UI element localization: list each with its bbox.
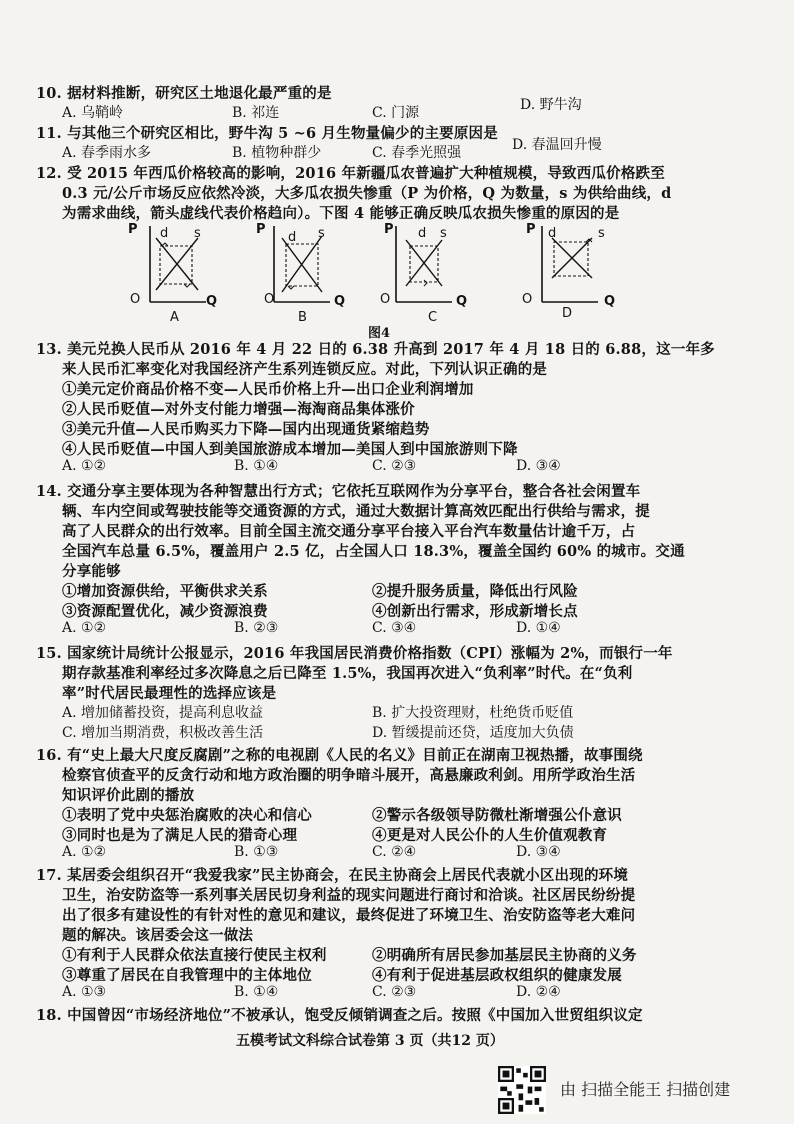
q16-line-3: 知识评价此剧的播放: [62, 787, 195, 804]
figure-b-p-label: P: [256, 222, 266, 237]
figure-d-d-label: d: [548, 226, 557, 241]
figure-a-d-label: d: [160, 226, 169, 241]
figure-a-label: A: [170, 310, 179, 325]
figure-d-s-label: s: [598, 226, 605, 241]
q14-option-d: D. ①④: [516, 620, 561, 636]
figure-d-q-label: Q: [604, 294, 616, 309]
q16-statement-4: ④更是对人民公仆的人生价值观教育: [372, 827, 608, 844]
figure-d-p-label: P: [526, 222, 536, 237]
q14-statement-4: ④创新出行需求，形成新增长点: [372, 603, 578, 620]
q16-statement-1: ①表明了党中央惩治腐败的决心和信心: [62, 807, 312, 824]
q18-line-1: 18. 中国曾因“市场经济地位”不被承认，饱受反倾销调查之后。按照《中国加入世贸组织议定: [36, 1007, 643, 1024]
q17-statement-2: ②明确所有居民参加基层民主协商的义务: [372, 947, 637, 964]
q16-option-b: B. ①③: [234, 844, 279, 860]
q11-stem: 11. 与其他三个研究区相比，野牛沟 5 ~6 月生物量偏少的主要原因是: [36, 125, 498, 142]
q15-line-2: 期存款基准利率经过多次降息之后已降至 1.5%，我国再次进入“负利率”时代。在“负利: [62, 665, 633, 682]
q14-line-1: 14. 交通分享主要体现为各种智慧出行方式；它依托互联网作为分享平台，整合各社会闲置车: [36, 483, 641, 500]
figure-c-origin: O: [380, 292, 391, 307]
figure-a-q-label: Q: [206, 294, 218, 309]
q17-statement-4: ④有利于促进基层政权组织的健康发展: [372, 967, 622, 984]
q16-option-c: C. ②④: [372, 844, 417, 860]
q17-option-d: D. ②④: [516, 984, 561, 1000]
q16-statement-2: ②警示各级领导防微杜渐增强公仆意识: [372, 807, 622, 824]
q14-line-5: 分享能够: [62, 563, 121, 580]
q16-option-a: A. ①②: [62, 844, 107, 860]
figure-b-q-label: Q: [334, 294, 346, 309]
q13-line-1: 13. 美元兑换人民币从 2016 年 4 月 22 日的 6.38 升高到 2017 年 4 月 18 日的 6.88，这一年多: [36, 341, 715, 358]
q11-option-c: C. 春季光照强: [372, 145, 462, 161]
q12-line-2: 0.3 元/公斤市场反应依然冷淡，大多瓜农损失惨重（P 为价格，Q 为数量，s 为供给曲线，d: [62, 185, 672, 202]
q11-option-d: D. 春温回升慢: [512, 137, 602, 153]
figure-c-label: C: [428, 310, 438, 325]
q13-option-b: B. ①④: [234, 458, 279, 474]
q17-option-a: A. ①③: [62, 984, 107, 1000]
q10-stem: 10. 据材料推断，研究区土地退化最严重的是: [36, 85, 332, 102]
figure-d: [530, 220, 602, 310]
q16-line-1: 16. 有“史上最大尺度反腐剧”之称的电视剧《人民的名义》目前正在湖南卫视热播，故事围绕: [36, 747, 643, 764]
q15-option-a: A. 增加储蓄投资，提高利息收益: [62, 705, 264, 721]
q17-statement-3: ③尊重了居民在自我管理中的主体地位: [62, 967, 312, 984]
q14-statement-3: ③资源配置优化，减少资源浪费: [62, 603, 268, 620]
q14-line-3: 高了人民群众的出行效率。目前全国主流交通分享平台接入平台汽车数量估计逾千万，占: [62, 523, 636, 540]
q11-option-b: B. 植物种群少: [232, 145, 322, 161]
q14-option-b: B. ②③: [234, 620, 279, 636]
q10-option-a: A. 乌鞘岭: [62, 105, 124, 121]
figure-c-s-label: s: [440, 226, 447, 241]
q16-line-2: 检察官侦查平的反贪行动和地方政治圈的明争暗斗展开，高悬廉政利剑。用所学政治生活: [62, 767, 636, 784]
figure-b-origin: O: [264, 292, 275, 307]
page-footer: 五模考试文科综合试卷第 3 页（共12 页）: [236, 1033, 504, 1049]
figure-c-p-label: P: [384, 222, 394, 237]
figure-d-origin: O: [522, 292, 533, 307]
q14-line-2: 辆、车内空间或驾驶技能等交通资源的方式，通过大数据计算高效匹配出行供给与需求，提: [62, 503, 650, 520]
q10-option-b: B. 祁连: [232, 105, 280, 121]
figure-c-d-label: d: [418, 226, 427, 241]
q13-line-2: 来人民币汇率变化对我国经济产生系列连锁反应。对此，下列认识正确的是: [62, 361, 548, 378]
q17-line-3: 出了很多有建设性的有针对性的意见和建议，最终促进了环境卫生、治安防盗等老大难问: [62, 907, 636, 924]
q13-statement-3: ③美元升值—人民币购买力下降—国内出现通货紧缩趋势: [62, 421, 430, 438]
q17-option-b: B. ①④: [234, 984, 279, 1000]
q14-statement-1: ①增加资源供给，平衡供求关系: [62, 583, 268, 600]
q13-option-a: A. ①②: [62, 458, 107, 474]
q13-statement-4: ④人民币贬值—中国人到美国旅游成本增加—美国人到中国旅游则下降: [62, 441, 518, 458]
q15-option-b: B. 扩大投资理财，杜绝货币贬值: [372, 705, 574, 721]
q16-option-d: D. ③④: [516, 844, 561, 860]
figure-a-p-label: P: [128, 222, 138, 237]
q15-option-c: C. 增加当期消费，积极改善生活: [62, 725, 264, 741]
q12-line-3: 为需求曲线，箭头虚线代表价格趋向）。下图 4 能够正确反映瓜农损失惨重的原因的是: [62, 205, 620, 222]
q12-line-1: 12. 受 2015 年西瓜价格较高的影响，2016 年新疆瓜农普遍扩大种植规模，导致西瓜价格跌至: [36, 165, 665, 182]
q15-line-3: 率”时代居民最理性的选择应该是: [62, 685, 277, 702]
q14-option-a: A. ①②: [62, 620, 107, 636]
q17-line-1: 17. 某居委会组织召开“我爱我家”民主协商会，在民主协商会上居民代表就小区出现的环境: [36, 867, 629, 884]
figure-d-label: D: [562, 306, 573, 321]
q13-option-c: C. ②③: [372, 458, 417, 474]
q11-option-a: A. 春季雨水多: [62, 145, 152, 161]
figure-b-label: B: [298, 310, 307, 325]
q13-option-d: D. ③④: [516, 458, 561, 474]
q10-option-c: C. 门源: [372, 105, 420, 121]
q13-statement-1: ①美元定价商品价格不变—人民币价格上升—出口企业利润增加: [62, 381, 474, 398]
q17-option-c: C. ②③: [372, 984, 417, 1000]
q15-line-1: 15. 国家统计局统计公报显示，2016 年我国居民消费价格指数（CPI）涨幅为 2%，而银行一年: [36, 645, 673, 662]
q16-statement-3: ③同时也是为了满足人民的猎奇心理: [62, 827, 298, 844]
q14-option-c: C. ③④: [372, 620, 417, 636]
figure-c-q-label: Q: [456, 294, 468, 309]
figure-caption: 图4: [368, 326, 391, 341]
figure-a-s-label: s: [194, 226, 201, 241]
figure-b-d-label: d: [288, 230, 297, 245]
q14-line-4: 全国汽车总量 6.5%，覆盖用户 2.5 亿，占全国人口 18.3%，覆盖全国约 60% 的城市。交通: [62, 543, 685, 560]
q17-line-2: 卫生，治安防盗等一系列事关居民切身利益的现实问题进行商讨和洽谈。社区居民纷纷提: [62, 887, 636, 904]
q17-line-4: 题的解决。该居委会这一做法: [62, 927, 254, 944]
q13-statement-2: ②人民币贬值—对外支付能力增强—海淘商品集体涨价: [62, 401, 415, 418]
q14-statement-2: ②提升服务质量，降低出行风险: [372, 583, 578, 600]
figure-b-s-label: s: [318, 226, 325, 241]
figure-a-origin: O: [130, 292, 141, 307]
q17-statement-1: ①有利于人民群众依法直接行使民主权利: [62, 947, 327, 964]
figure-d-diagram: [530, 220, 602, 310]
scanner-watermark: 由 扫描全能王 扫描创建: [560, 1080, 731, 1099]
q10-option-d: D. 野牛沟: [520, 97, 582, 113]
q15-option-d: D. 暂缓提前还贷，适度加大负债: [372, 725, 574, 741]
qr-code-icon: [498, 1066, 546, 1114]
